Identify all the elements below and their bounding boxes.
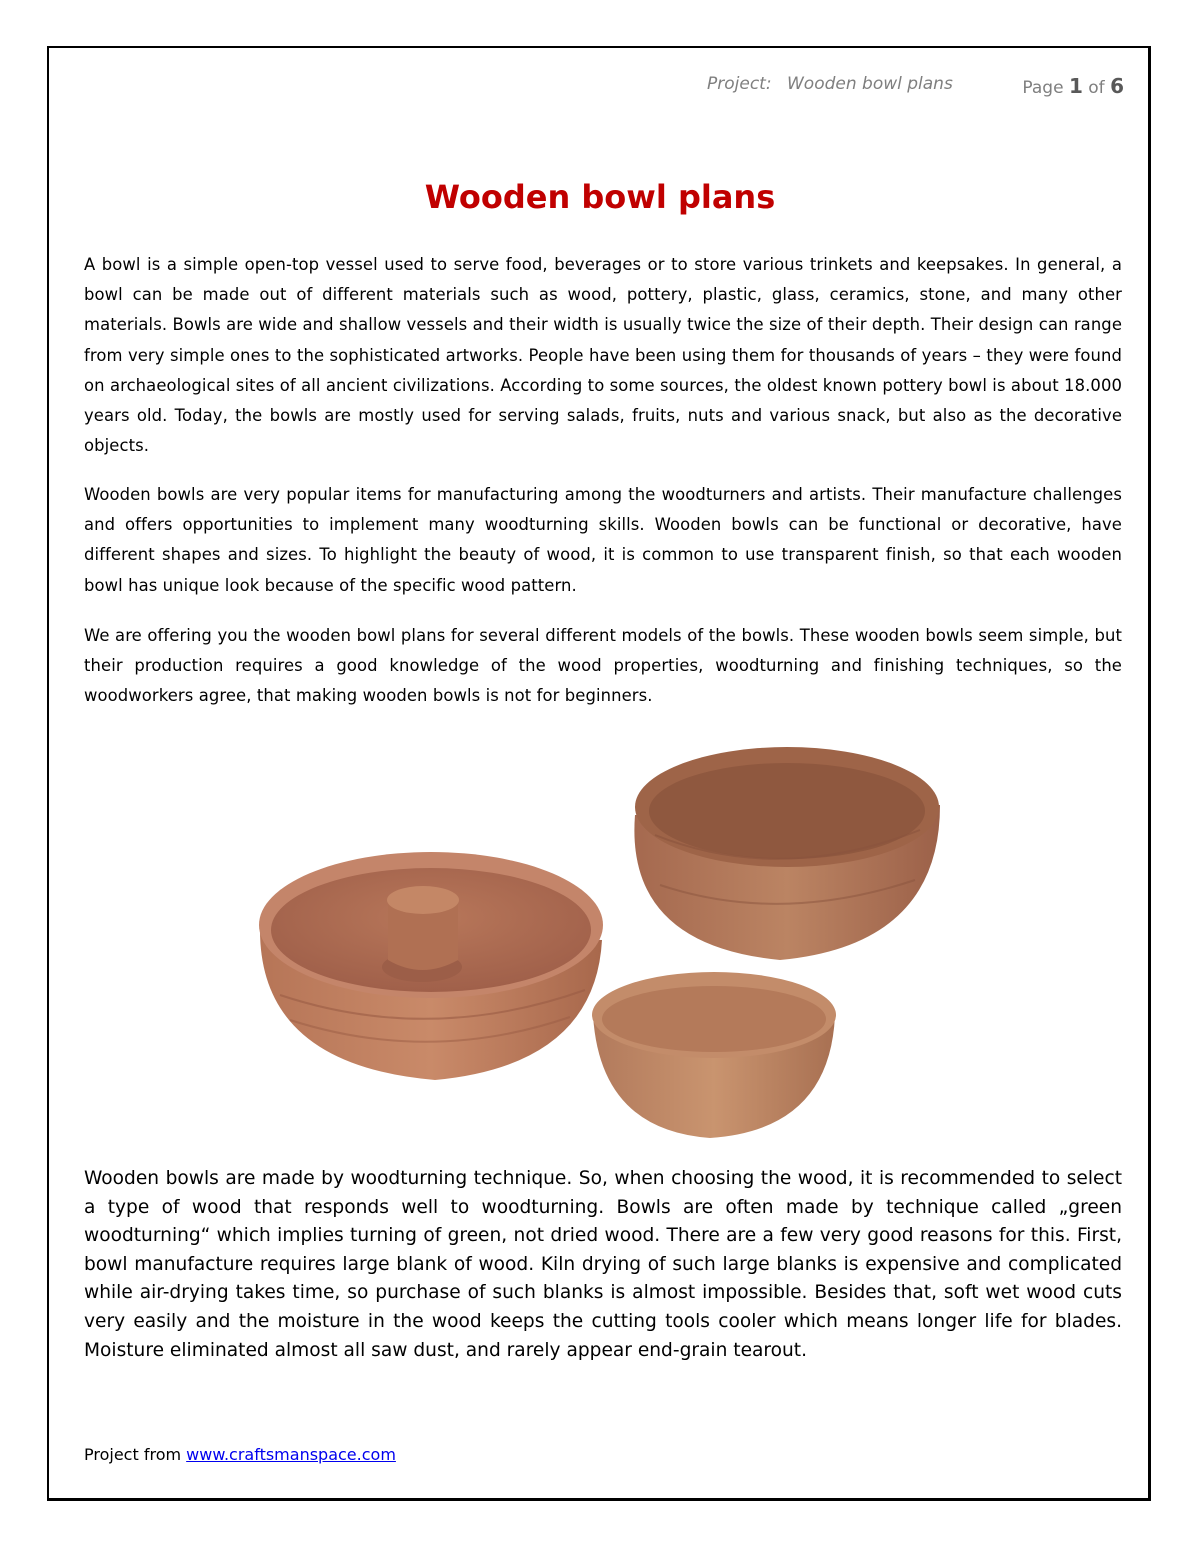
page-of: of — [1088, 78, 1105, 98]
wooden-bowls-illustration — [250, 735, 950, 1145]
page-footer — [84, 1445, 396, 1464]
small-bowl-shape — [592, 972, 836, 1138]
deep-bowl-shape — [634, 747, 940, 960]
footer-prefix: Project from — [84, 1445, 182, 1464]
page-prefix: Page — [1022, 78, 1064, 98]
paragraph-offer: We are offering you the wooden bowl plans for several different models of the bowls. These wooden bowls seem simple, but their production requires a good knowledge of the wood properties, woodturning and finishing techniques, so the woodworkers agree, that making wooden bowls is not for beginners. — [84, 626, 1122, 706]
flat-bowl-shape — [259, 852, 603, 1080]
page-current: 1 — [1068, 74, 1083, 98]
header-project-name: Wooden bowl plans — [786, 74, 953, 94]
document-title: Wooden bowl plans — [424, 178, 776, 216]
page-total: 6 — [1110, 74, 1124, 98]
header-project-label: Project: — [707, 74, 772, 94]
paragraph-popularity: Wooden bowls are very popular items for manufacturing among the woodturners and artists. Their manufacture challenges and offers opportunities to implement many woodturning skills. Wooden bowls can be functional or decorative, have different shapes and sizes. To highlight the beauty of wood, it is common to use transparent finish, so that each wooden bowl has unique look because of the specific wood pattern. — [84, 485, 1122, 595]
header-project — [707, 74, 953, 94]
footer-website-link[interactable]: www.craftsmanspace.com — [186, 1445, 396, 1464]
page-header — [600, 74, 1124, 98]
paragraph-intro: A bowl is a simple open-top vessel used to serve food, beverages or to store various trinkets and keepsakes. In general, a bowl can be made out of different materials such as wood, pottery, plastic, glass, ceramics, stone, and many other materials. Bowls are wide and shallow vessels and their width is usually twice the size of their depth. Their design can range from very simple ones to the sophisticated artworks. People have been using them for thousands of years – they were found on archaeological sites of all ancient civilizations. According to some sources, the oldest known pottery bowl is about 18.000 years old. Today, the bowls are mostly used for serving salads, fruits, nuts and various snack, but also as the decorative objects. — [84, 255, 1122, 456]
paragraph-woodturning: Wooden bowls are made by woodturning technique. So, when choosing the wood, it is recommended to select a type of wood that responds well to woodturning. Bowls are often made by technique called „green woodturning“ which implies turning of green, not dried wood. There are a few very good reasons for this. First, bowl manufacture requires large blank of wood. Kiln drying of such large blanks is expensive and complicated while air-drying takes time, so purchase of such blanks is almost impossible. Besides that, soft wet wood cuts very easily and the moisture in the wood keeps the cutting tools cooler which means longer life for blades. Moisture eliminated almost all saw dust, and rarely appear end-grain tearout. — [84, 1168, 1122, 1361]
header-page-number — [1022, 74, 1124, 98]
